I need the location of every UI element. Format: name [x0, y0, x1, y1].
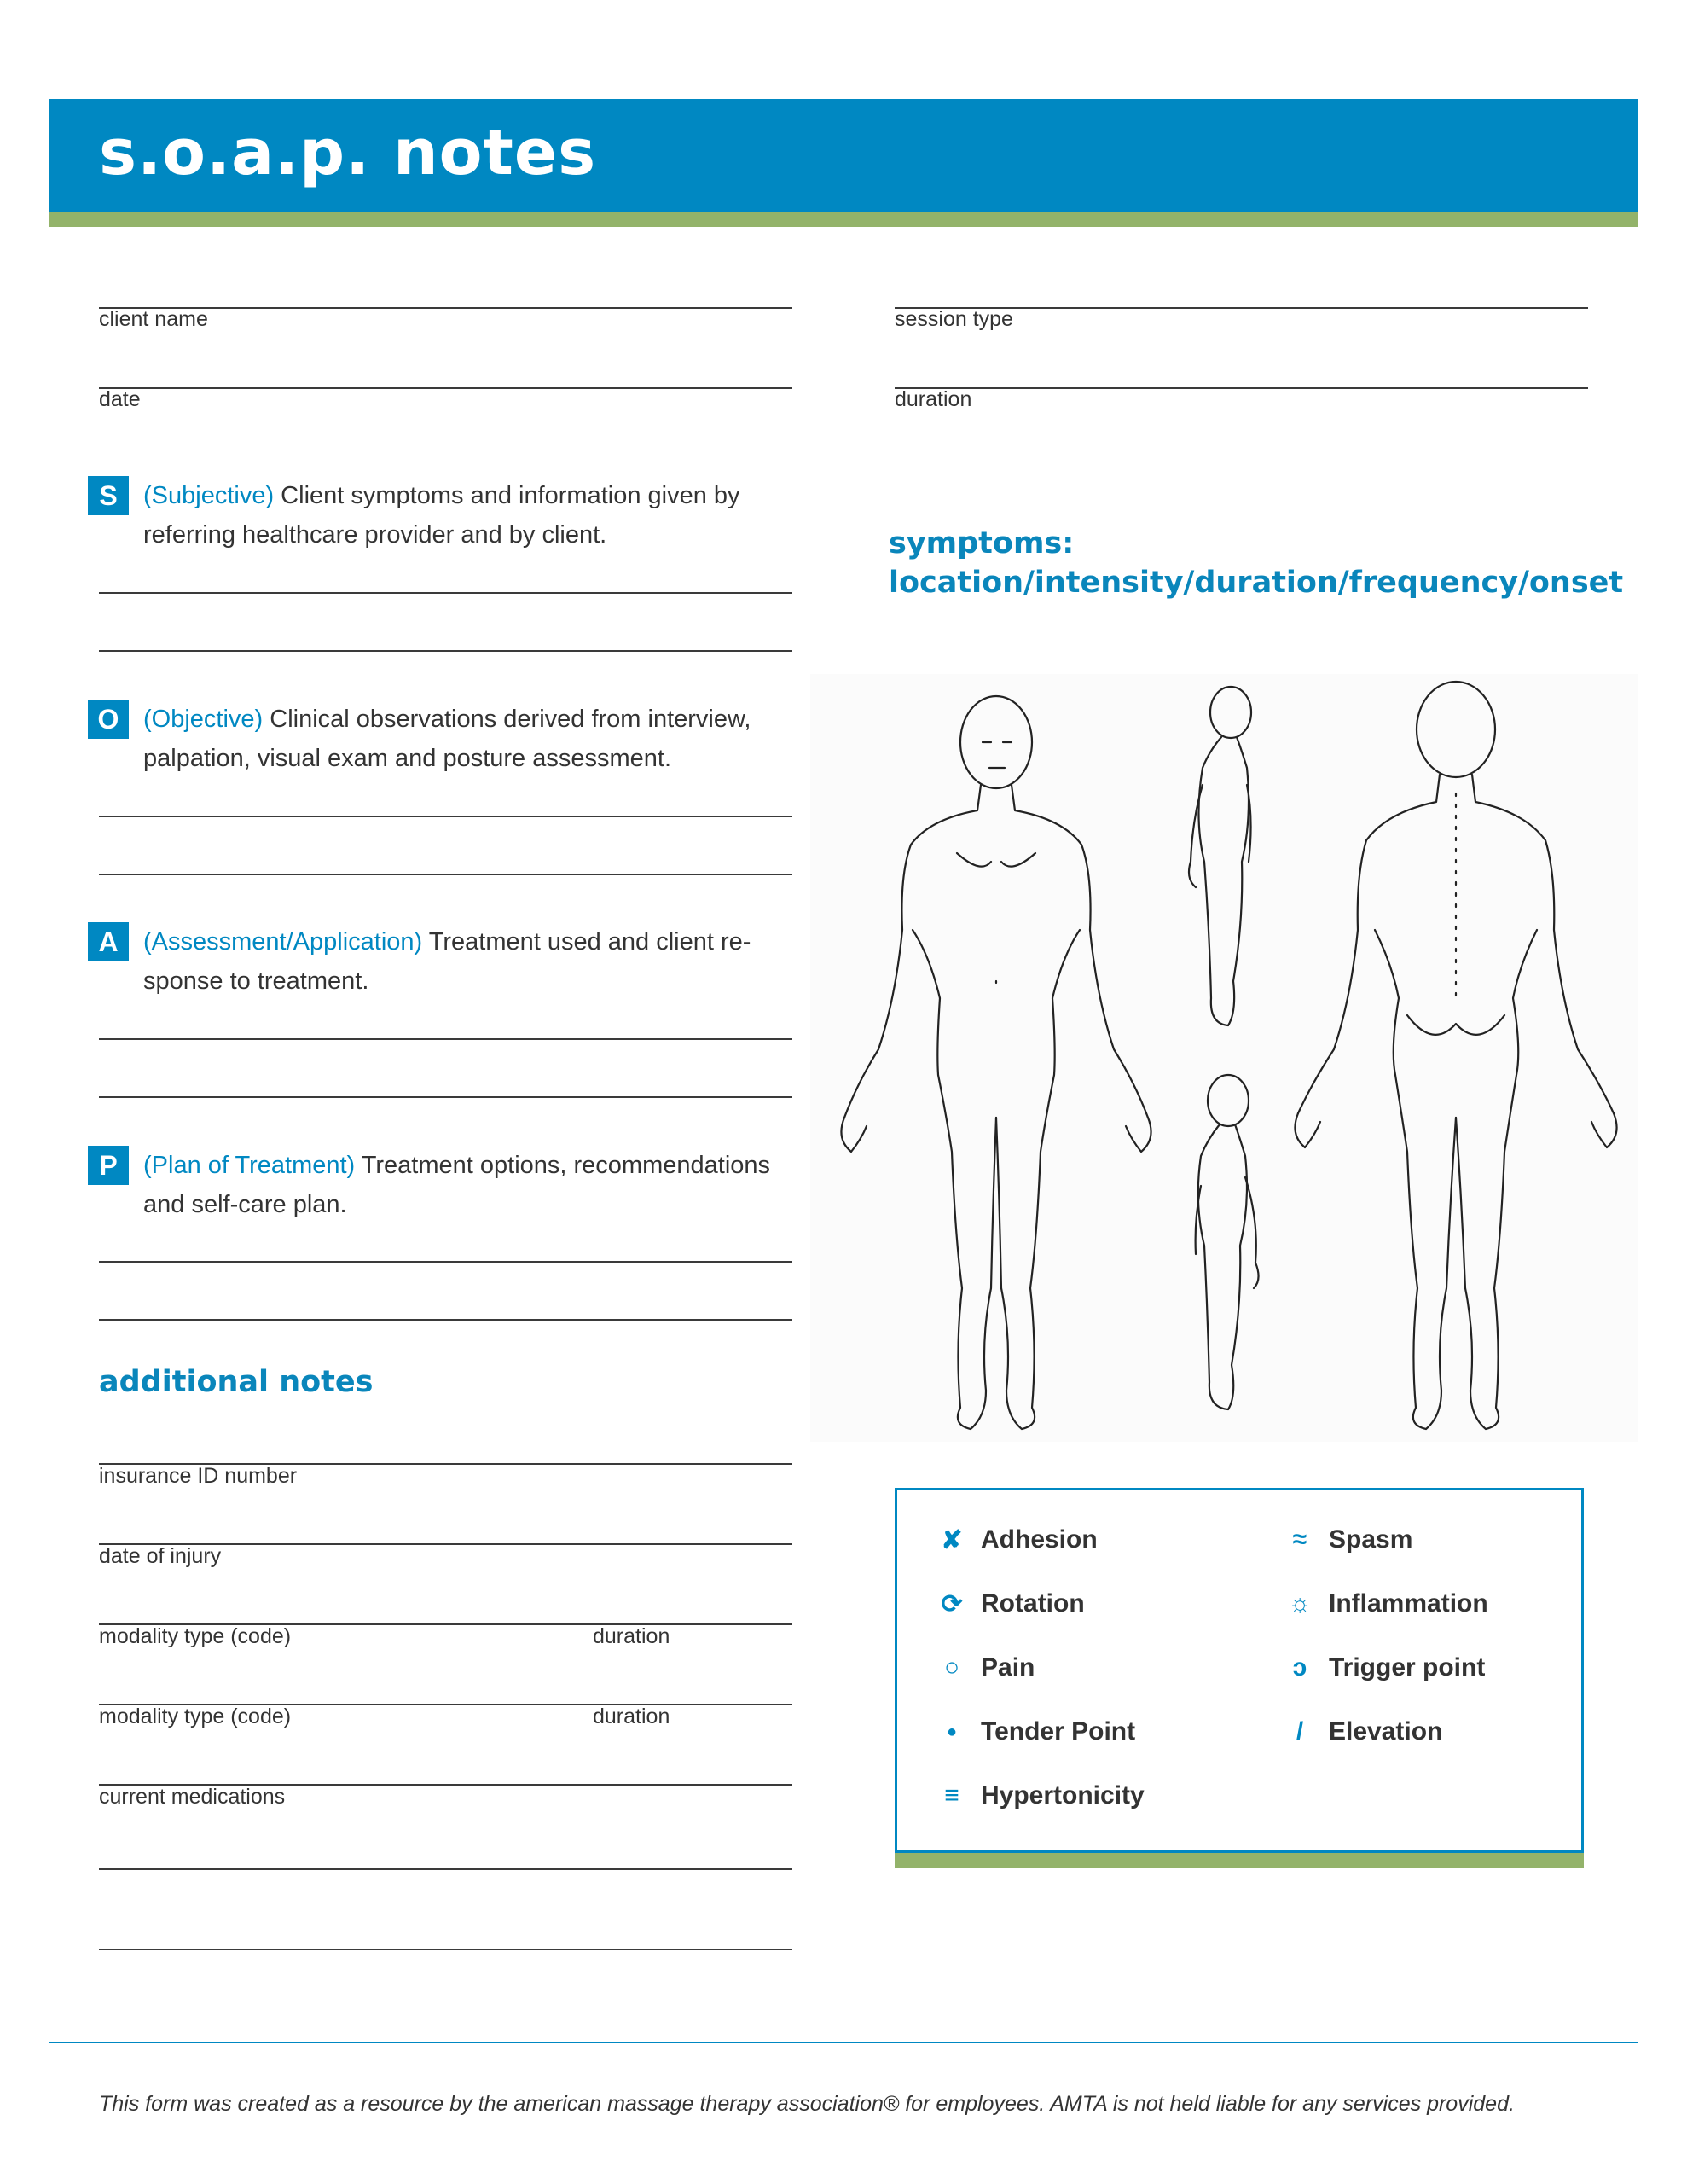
legend-item-elevation	[1283, 1715, 1442, 1749]
modality-2-label: modality type (code)	[99, 1705, 292, 1728]
trigger-icon: ↄ	[1292, 1653, 1307, 1682]
current-medications-label: current medications	[99, 1785, 286, 1809]
legend-label: Elevation	[1329, 1717, 1443, 1745]
legend-label: Inflammation	[1329, 1589, 1488, 1618]
assessment-desc-2: sponse to treatment.	[143, 967, 369, 995]
legend-item-hypertonicity	[935, 1779, 1145, 1813]
footer-disclaimer: This form was created as a resource by the american massage therapy association® for employees. AMTA is not held liable for any services provided.	[99, 2092, 1515, 2116]
legend-label: Tender Point	[981, 1717, 1136, 1745]
symptoms-heading-line-2: location/intensity/duration/frequency/onset	[889, 566, 1624, 600]
additional-notes-heading: additional notes	[99, 1365, 374, 1399]
rotation-icon: ⟳	[941, 1589, 963, 1618]
symbol-legend	[895, 1488, 1584, 1853]
duration-line[interactable]	[895, 387, 1588, 389]
x-icon: ✘	[941, 1525, 963, 1554]
symptoms-heading-line-1: symptoms:	[889, 526, 1075, 561]
legend-item-pain	[935, 1651, 1035, 1685]
legend-label: Hypertonicity	[981, 1781, 1145, 1809]
objective-desc-1: Clinical observations derived from interview,	[263, 706, 751, 733]
circle-icon: ○	[943, 1653, 960, 1682]
slash-icon: /	[1296, 1717, 1304, 1745]
plan-key: (Plan of Treatment)	[143, 1152, 356, 1179]
legend-item-inflammation	[1283, 1587, 1488, 1621]
assessment-line-1[interactable]	[99, 1038, 792, 1040]
subjective-line-2[interactable]	[99, 650, 792, 652]
assessment-desc-1: Treatment used and client re-	[422, 928, 751, 956]
modality-2-duration-label: duration	[593, 1705, 670, 1728]
modality-1-label: modality type (code)	[99, 1624, 292, 1648]
insurance-id-label: insurance ID number	[99, 1464, 298, 1488]
client-name-label: client name	[99, 307, 208, 331]
date-label: date	[99, 387, 141, 411]
objective-key: (Objective)	[143, 706, 264, 733]
legend-item-spasm	[1283, 1523, 1412, 1557]
objective-desc-2: palpation, visual exam and posture assessment.	[143, 745, 672, 772]
assessment-text	[143, 922, 800, 1001]
objective-text	[143, 700, 800, 778]
legend-label: Adhesion	[981, 1525, 1098, 1554]
legend-item-tender-point	[935, 1715, 1135, 1749]
subjective-line-1[interactable]	[99, 592, 792, 594]
page-title: s.o.a.p. notes	[99, 116, 597, 189]
symptoms-heading	[889, 524, 1623, 602]
subjective-text	[143, 476, 800, 555]
medications-line-3[interactable]	[99, 1949, 792, 1950]
plan-line-2[interactable]	[99, 1319, 792, 1321]
date-of-injury-label: date of injury	[99, 1544, 222, 1568]
assessment-key: (Assessment/Application)	[143, 928, 423, 956]
objective-line-1[interactable]	[99, 816, 792, 817]
assessment-line-2[interactable]	[99, 1096, 792, 1098]
date-line[interactable]	[99, 387, 792, 389]
approx-icon: ≈	[1292, 1525, 1307, 1554]
plan-desc-2: and self-care plan.	[143, 1191, 347, 1218]
legend-label: Rotation	[981, 1589, 1085, 1618]
subjective-desc-2: referring healthcare provider and by client.	[143, 521, 607, 549]
plan-text	[143, 1146, 800, 1224]
legend-item-rotation	[935, 1587, 1085, 1621]
legend-item-adhesion	[935, 1523, 1098, 1557]
dot-icon: ●	[946, 1722, 958, 1741]
legend-label: Pain	[981, 1653, 1035, 1682]
body-diagram[interactable]	[810, 674, 1638, 1442]
footer-rule	[49, 2042, 1638, 2043]
sun-icon: ☼	[1288, 1589, 1312, 1618]
header-accent-stripe	[49, 212, 1638, 227]
modality-1-duration-label: duration	[593, 1624, 670, 1648]
legend-label: Trigger point	[1329, 1653, 1486, 1682]
legend-accent-stripe	[895, 1853, 1584, 1868]
duration-label: duration	[895, 387, 972, 411]
objective-line-2[interactable]	[99, 874, 792, 875]
assessment-badge: A	[88, 922, 129, 961]
subjective-desc-1: Client symptoms and information given by	[274, 482, 740, 509]
session-type-label: session type	[895, 307, 1013, 331]
legend-label: Spasm	[1329, 1525, 1413, 1554]
plan-desc-1: Treatment options, recommendations	[355, 1152, 771, 1179]
legend-item-trigger-point	[1283, 1651, 1485, 1685]
medications-line-2[interactable]	[99, 1868, 792, 1870]
lines-icon: ≡	[944, 1781, 959, 1809]
plan-line-1[interactable]	[99, 1261, 792, 1263]
subjective-badge: S	[88, 476, 129, 515]
subjective-key: (Subjective)	[143, 482, 275, 509]
plan-badge: P	[88, 1146, 129, 1185]
objective-badge: O	[88, 700, 129, 739]
